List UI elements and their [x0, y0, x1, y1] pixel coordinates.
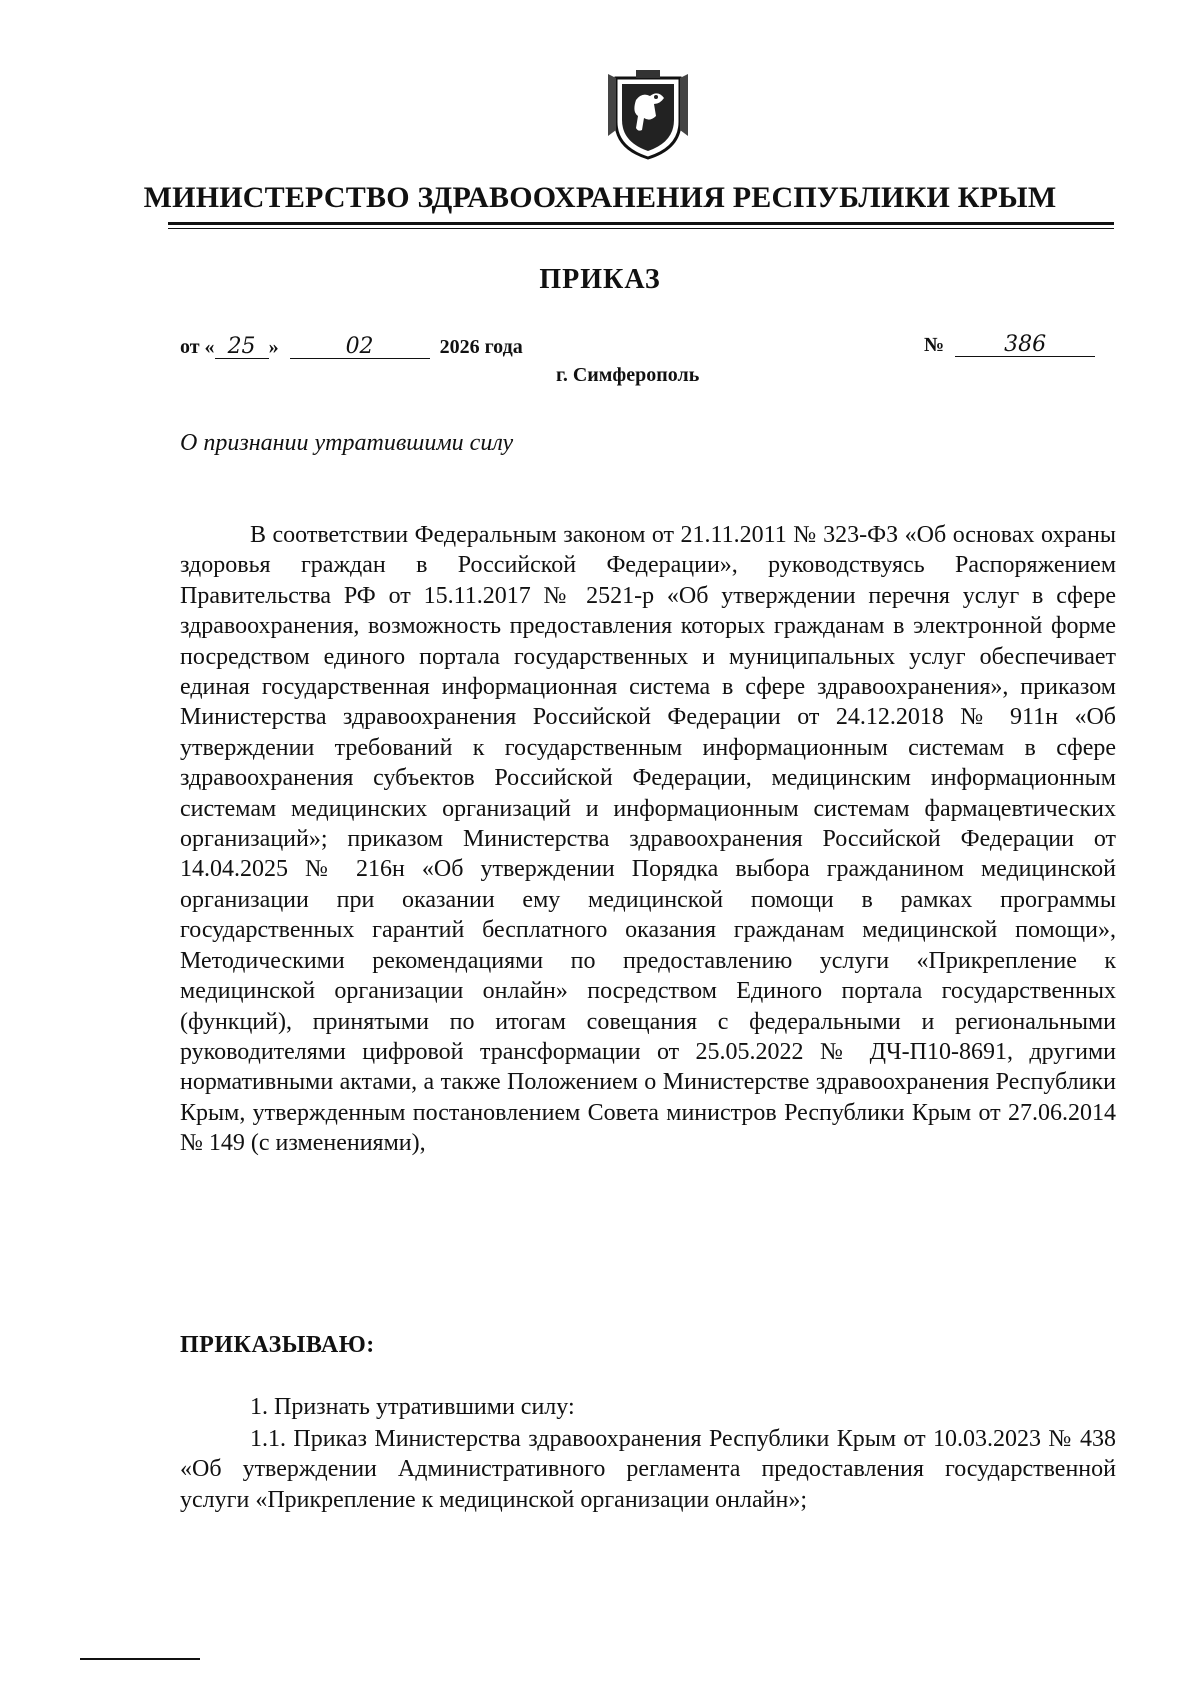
order-number-line: [924, 334, 1095, 357]
preamble-paragraph: В соответствии Федеральным законом от 21.11.2011 № 323-ФЗ «Об основах охраны здоровья граждан в Российской Федерации», руководствуясь Распоряжением Правительства РФ от 15.11.2017 № 2521-р «Об утверждении перечня услуг в сфере здравоохранения, возможность предоставления которых гражданам в электронной форме посредством единого портала государственных и муниципальных услуг обеспечивает единая государственная информационная система в сфере здравоохранения», приказом Министерства здравоохранения Российской Федерации от 24.12.2018 № 911н «Об утверждении требований к государственным информационным системам в сфере здравоохранения субъектов Российской Федерации, медицинским информационным системам медицинских организаций и информационным системам фармацевтических организаций»; приказом Министерства здравоохранения Российской Федерации от 14.04.2025 № 216н «Об утверждении Порядка выбора гражданином медицинской организации при оказании ему медицинской помощи в рамках программы государственных гарантий бесплатного оказания гражданам медицинской помощи», Методическими рекомендациями по предоставлению услуги «Прикрепление к медицинской организации онлайн» посредством Единого портала государственных (функций), принятыми по итогам совещания с федеральными и региональными руководителями цифровой трансформации от 25.05.2022 № ДЧ-П10-8691, другими нормативными актами, а также Положением о Министерстве здравоохранения Республики Крым, утвержденным постановлением Совета министров Республики Крым от 27.06.2014 № 149 (с изменениями),: [180, 522, 1116, 1157]
city: г. Симферополь: [556, 364, 700, 386]
header-rule: [168, 222, 1114, 225]
ministry-name: МИНИСТЕРСТВО ЗДРАВООХРАНЕНИЯ РЕСПУБЛИКИ КРЫМ: [143, 181, 1057, 214]
order-subitem: 1.1. Приказ Министерства здравоохранения Республики Крым от 10.03.2023 № 438 «Об утверждении Административного регламента предоставления государственной услуги «Прикрепление к медицинской организации онлайн»;: [180, 1426, 1116, 1513]
date-year: 2026 года: [439, 336, 523, 358]
date-day: 25: [215, 336, 269, 359]
order-number: 386: [955, 334, 1095, 357]
order-word: ПРИКАЗЫВАЮ:: [180, 1332, 375, 1358]
header-rule-thin: [168, 228, 1114, 229]
date-mid: »: [268, 336, 279, 358]
number-label: №: [924, 334, 945, 356]
subject-line: О признании утратившими силу: [180, 430, 514, 456]
crimea-emblem-icon: [606, 70, 690, 162]
document-type-title: ПРИКАЗ: [539, 264, 661, 295]
date-line: [180, 336, 523, 359]
date-prefix: от «: [180, 336, 215, 358]
footer-divider: [80, 1658, 200, 1660]
order-item: 1. Признать утратившими силу:: [250, 1394, 575, 1420]
date-month: 02: [290, 336, 430, 359]
